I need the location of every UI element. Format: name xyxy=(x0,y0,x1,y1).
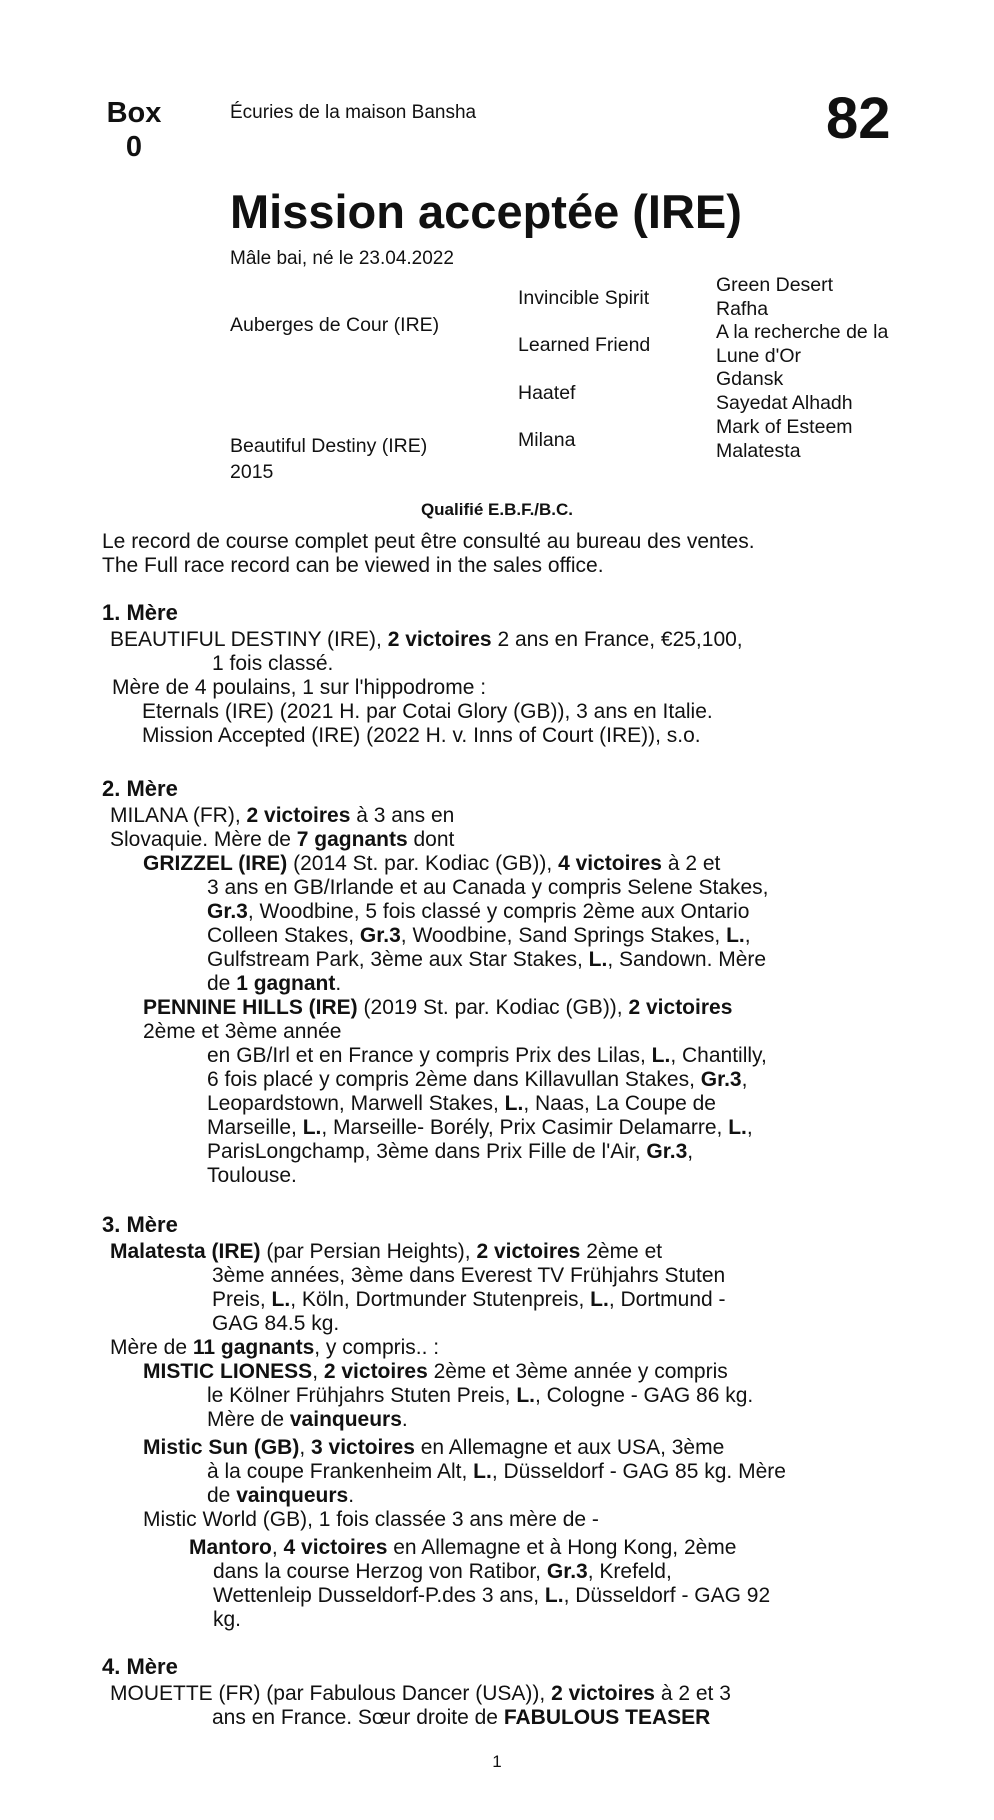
s2-pennine-line-3: en GB/Irl et en France y compris Prix des Lilas, L., Chantilly, xyxy=(207,1044,767,1067)
pedigree-gen3-4: Gdansk xyxy=(716,368,784,390)
s3-ms-line-3: de vainqueurs. xyxy=(207,1484,355,1507)
section-1-body xyxy=(110,628,900,748)
s1-line-3: Mère de 4 poulains, 1 sur l'hippodrome : xyxy=(112,676,487,699)
pedigree-gen3-6: Mark of Esteem xyxy=(716,416,853,438)
s2-grizzel-block xyxy=(143,852,895,996)
s3-ms-line-1: Mistic Sun (GB), 3 victoires en Allemagne et aux USA, 3ème xyxy=(143,1436,725,1459)
pedigree-gen2-2: Learned Friend xyxy=(518,334,651,356)
s3-mantoro-block xyxy=(189,1536,895,1632)
pedigree-sire: Auberges de Cour (IRE) xyxy=(230,314,440,336)
section-1-title: 1. Mère xyxy=(102,600,178,625)
s3-malatesta-line-3: Preis, L., Köln, Dortmunder Stutenpreis, L., Dortmund - xyxy=(212,1288,726,1311)
s2-grizzel-line-5: Gulfstream Park, 3ème aux Star Stakes, L., Sandown. Mère xyxy=(207,948,767,971)
s3-dam-of-line: Mère de 11 gagnants, y compris.. : xyxy=(110,1336,440,1359)
pedigree-gen3-3: A la recherche de la Lune d'Or xyxy=(716,321,889,367)
page-number: 1 xyxy=(492,1752,502,1771)
s2-line-1: MILANA (FR), 2 victoires à 3 ans en xyxy=(110,804,455,827)
box-label: Box xyxy=(106,97,162,129)
s3-ms-line-2: à la coupe Frankenheim Alt, L., Düsseldorf - GAG 85 kg. Mère xyxy=(207,1460,786,1483)
s2-pennine-line-5: Leopardstown, Marwell Stakes, L., Naas, La Coupe de xyxy=(207,1092,716,1115)
s2-pennine-block xyxy=(143,996,895,1188)
intro-line-2: The Full race record can be viewed in the sales office. xyxy=(102,554,604,577)
s3-ml-line-3: Mère de vainqueurs. xyxy=(207,1408,408,1431)
s2-grizzel-line-3: Gr.3, Woodbine, 5 fois classé y compris 2ème aux Ontario xyxy=(207,900,750,923)
pedigree-gen2-1: Invincible Spirit xyxy=(518,287,650,309)
s2-grizzel-line-4: Colleen Stakes, Gr.3, Woodbine, Sand Springs Stakes, L., xyxy=(207,924,751,947)
stable-name: Écuries de la maison Bansha xyxy=(230,102,477,123)
horse-description: Mâle bai, né le 23.04.2022 xyxy=(230,248,454,269)
lot-number: 82 xyxy=(826,86,891,151)
s3-mt-line-2: dans la course Herzog von Ratibor, Gr.3, Krefeld, xyxy=(213,1560,672,1583)
s1-line-4: Eternals (IRE) (2021 H. par Cotai Glory (GB)), 3 ans en Italie. xyxy=(142,700,713,723)
s3-mistic-world-line: Mistic World (GB), 1 fois classée 3 ans mère de - xyxy=(143,1508,599,1531)
s4-body xyxy=(110,1682,895,1730)
s1-line-2: 1 fois classé. xyxy=(212,652,334,675)
s2-pennine-line-4: 6 fois placé y compris 2ème dans Killavullan Stakes, Gr.3, xyxy=(207,1068,748,1091)
pedigree-gen2-3: Haatef xyxy=(518,382,576,404)
pedigree-gen3-5: Sayedat Alhadh xyxy=(716,392,853,414)
pedigree-dam: Beautiful Destiny (IRE) xyxy=(230,435,428,457)
s3-mistic-lioness-block xyxy=(143,1360,895,1432)
box-number: 0 xyxy=(125,131,143,163)
s3-mistic-sun-block xyxy=(143,1436,895,1532)
s4-line-2: ans en France. Sœur droite de FABULOUS TEASER xyxy=(212,1706,711,1729)
s3-mt-line-3: Wettenleip Dusseldorf-P.des 3 ans, L., Düsseldorf - GAG 92 xyxy=(213,1584,771,1607)
s2-grizzel-line-2: 3 ans en GB/Irlande et au Canada y compris Selene Stakes, xyxy=(207,876,769,899)
s2-pennine-line-1: PENNINE HILLS (IRE) (2019 St. par. Kodiac (GB)), 2 victoires xyxy=(143,996,733,1019)
s3-malatesta-line-4: GAG 84.5 kg. xyxy=(212,1312,340,1335)
section-3-title: 3. Mère xyxy=(102,1212,178,1237)
s3-malatesta-block xyxy=(110,1240,895,1360)
s1-line-5: Mission Accepted (IRE) (2022 H. v. Inns of Court (IRE)), s.o. xyxy=(142,724,701,747)
s2-grizzel-line-1: GRIZZEL (IRE) (2014 St. par. Kodiac (GB)), 4 victoires à 2 et xyxy=(143,852,721,875)
s4-line-1: MOUETTE (FR) (par Fabulous Dancer (USA)), 2 victoires à 2 et 3 xyxy=(110,1682,731,1705)
pedigree-gen2-4: Milana xyxy=(518,429,576,451)
s2-line-2: Slovaquie. Mère de 7 gagnants dont xyxy=(110,828,455,851)
pedigree-gen3-7: Malatesta xyxy=(716,440,801,462)
s3-malatesta-line-1: Malatesta (IRE) (par Persian Heights), 2 victoires 2ème et xyxy=(110,1240,663,1263)
s2-pennine-line-6: Marseille, L., Marseille- Borély, Prix Casimir Delamarre, L., xyxy=(207,1116,753,1139)
pedigree-gen3-1: Green Desert xyxy=(716,274,834,296)
s2-pennine-line-8: Toulouse. xyxy=(207,1164,297,1187)
section-2-title: 2. Mère xyxy=(102,776,178,801)
intro-line-1: Le record de course complet peut être consulté au bureau des ventes. xyxy=(102,530,755,553)
section-4-title: 4. Mère xyxy=(102,1654,178,1679)
s2-pennine-line-2: 2ème et 3ème année xyxy=(143,1020,342,1043)
s2-pennine-line-7: ParisLongchamp, 3ème dans Prix Fille de l'Air, Gr.3, xyxy=(207,1140,694,1163)
pedigree-dam-year: 2015 xyxy=(230,461,274,483)
s3-ml-line-1: MISTIC LIONESS, 2 victoires 2ème et 3ème année y compris xyxy=(143,1360,728,1383)
pedigree-gen3-2: Rafha xyxy=(716,298,769,320)
qualification: Qualifié E.B.F./B.C. xyxy=(420,500,574,519)
s1-line-1: BEAUTIFUL DESTINY (IRE), 2 victoires 2 ans en France, €25,100, xyxy=(110,628,743,651)
horse-name: Mission acceptée (IRE) xyxy=(230,185,742,238)
s3-malatesta-line-2: 3ème années, 3ème dans Everest TV Frühjahrs Stuten xyxy=(212,1264,726,1287)
s3-mt-line-1: Mantoro, 4 victoires en Allemagne et à Hong Kong, 2ème xyxy=(189,1536,737,1559)
s3-ml-line-2: le Kölner Frühjahrs Stuten Preis, L., Cologne - GAG 86 kg. xyxy=(207,1384,754,1407)
box-label-block xyxy=(102,96,166,164)
s3-mt-line-4: kg. xyxy=(213,1608,242,1631)
s2-grizzel-line-6: de 1 gagnant. xyxy=(207,972,342,995)
intro-text xyxy=(102,530,755,578)
